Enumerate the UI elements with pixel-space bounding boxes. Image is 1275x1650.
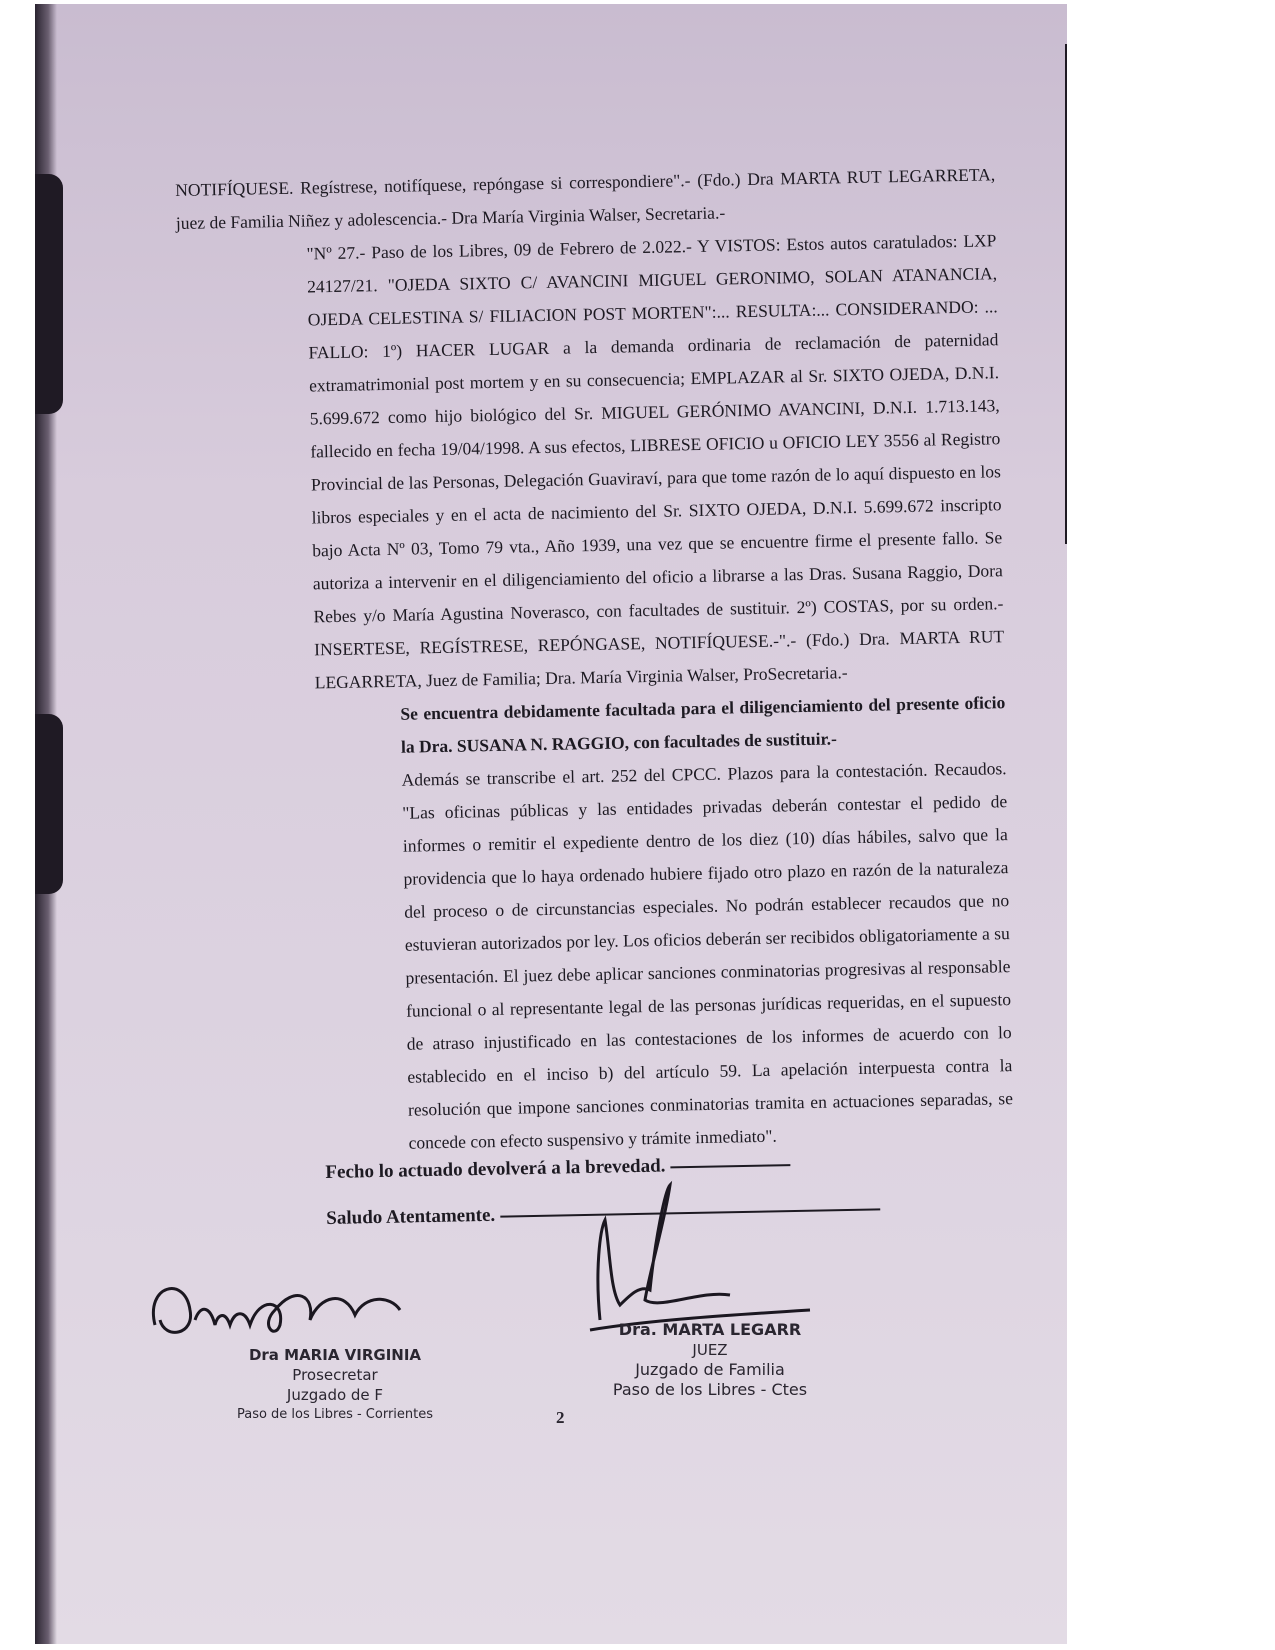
- page-number: 2: [556, 1408, 565, 1427]
- signer-left-name: Dra MARIA VIRGINIA: [248, 1346, 422, 1364]
- paragraph-ruling: "Nº 27.- Paso de los Libres, 09 de Febrero de 2.022.- Y VISTOS: Estos autos caratulados: LXP 24127/21. "OJEDA SIXTO C/ AVANCINI MIGUEL GERONIMO, SOLAN ATANANCIA, OJEDA CELESTINA S/ FILIACION POST MORTEN":... RESULTA:... CONSIDERANDO: ... FALLO: 1º) HACER LUGAR a la demanda ordinaria de reclamación de paternidad extramatrimonial post mortem y en su consecuencia; EMPLAZAR al Sr. SIXTO OJEDA, D.N.I. 5.699.672 como hijo biológico del Sr. MIGUEL GERÓNIMO AVANCINI, D.N.I. 1.713.143, fallecido en fecha 19/04/1998. A sus efectos, LIBRESE OFICIO u OFICIO LEY 3556 al Registro Provincial de las Personas, Delegación Guaviraví, para que tome razón de lo aquí dispuesto en los libros especiales y en el acta de nacimiento del Sr. SIXTO OJEDA, D.N.I. 5.699.672 inscripto bajo Acta Nº 03, Tomo 79 vta., Año 1939, una vez que se encuentre firme el presente fallo. Se autoriza a intervenir en el diligenciamiento del oficio a librarse a las Dras. Susana Raggio, Dora Rebes y/o María Agustina Noverasco, con facultades de sustituir. 2º) COSTAS, por su orden.- INSERTESE, REGÍSTRESE, REPÓNGASE, NOTIFÍQUESE.-".- (Fdo.) Dra. MARTA RUT LEGARRETA, Juez de Familia; Dra. María Virginia Walser, ProSecretaria.-: [306, 230, 1005, 693]
- paragraph-authorization: Se encuentra debidamente facultada para el diligenciamiento del presente oficio la Dra. SUSANA N. RAGGIO, con facultades de sustituir.-: [400, 692, 1006, 757]
- edge-mark: [1065, 44, 1067, 544]
- signer-right-place: Paso de los Libres - Ctes: [612, 1380, 808, 1399]
- closing-line: Fecho lo actuado devolverá a la brevedad.: [325, 1155, 666, 1183]
- signer-right-court: Juzgado de Familia: [635, 1360, 785, 1379]
- signature-left-caption: [205, 1345, 465, 1425]
- signer-right-name: Dra. MARTA LEGARR: [618, 1320, 802, 1339]
- signature-right-caption: [595, 1320, 825, 1400]
- signer-left-court: Juzgado de F: [286, 1386, 384, 1404]
- signature-left: [145, 1265, 425, 1355]
- document-photo: [35, 4, 1067, 1644]
- signer-left-place: Paso de los Libres - Corrientes: [236, 1407, 434, 1422]
- dash-line: [670, 1164, 790, 1168]
- signer-right-title: JUEZ: [692, 1341, 728, 1359]
- greeting-line: Saludo Atentamente.: [326, 1204, 496, 1229]
- signer-left-title: Prosecretar: [292, 1366, 378, 1384]
- seal-fragment: [35, 174, 63, 414]
- seal-fragment: [35, 714, 63, 894]
- document-body: [175, 158, 1014, 1164]
- paragraph-notification: NOTIFÍQUESE. Regístrese, notifíquese, repóngase si correspondiere".- (Fdo.) Dra MARTA RUT LEGARRETA, juez de Familia Niñez y adolescencia.- Dra María Virginia Walser, Secretaria.-: [175, 164, 996, 233]
- signature-right: [570, 1180, 830, 1340]
- paragraph-article: Además se transcribe el art. 252 del CPCC. Plazos para la contestación. Recaudos. "Las oficinas públicas y las entidades privadas deberán contestar el pedido de informes o remitir el expediente dentro de los diez (10) días hábiles, salvo que la providencia que lo haya ordenado hubiere fijado otro plazo en razón de la naturaleza del proceso o de circunstancias especiales. No podrán establecer recaudos que no estuvieran autorizados por ley. Los oficios deberán ser recibidos obligatoriamente a su presentación. El juez debe aplicar sanciones conminatorias progresivas al responsable funcional o al representante legal de las personas jurídicas requeridas, en el supuesto de atraso injustificado en las contestaciones de los informes de acuerdo con lo establecido en el inciso b) del artículo 59. La apelación interpuesta contra la resolución que impone sanciones conminatorias tramita en actuaciones separadas, se concede con efecto suspensivo y trámite inmediato".: [401, 758, 1014, 1153]
